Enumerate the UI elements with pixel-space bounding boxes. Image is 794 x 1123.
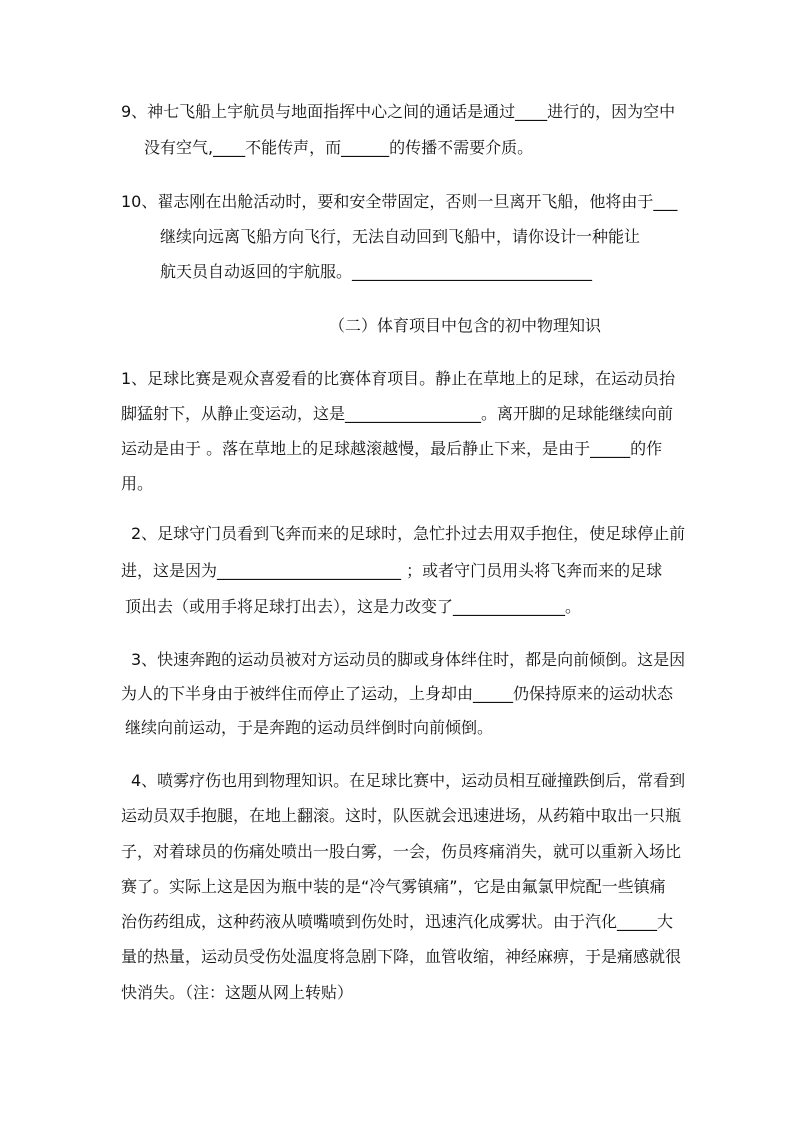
- s2-line-1: 2、足球守门员看到飞奔而来的足球时，急忙扑过去用双手抱住，使足球停止前: [131, 524, 686, 543]
- s4-line-5: 治伤药组成，这种药液从喷嘴喷到伤处时，迅速汽化成雾状。由于汽化_____大: [121, 912, 674, 931]
- q9-line-2: 没有空气,____不能传声，而______的传播不需要介质。: [144, 138, 534, 157]
- q9-line-1: 9、神七飞船上宇航员与地面指挥中心之间的通话是通过____进行的，因为空中: [121, 102, 676, 121]
- s4-line-2: 运动员双手抱腿，在地上翻滚。这时，队医就会迅速进场，从药箱中取出一只瓶: [121, 806, 682, 825]
- s4-line-4: 赛了。实际上这是因为瓶中装的是“冷气雾镇痛”，它是由氟氯甲烷配一些镇痛: [121, 877, 666, 896]
- q10-line-3: 航天员自动返回的宇航服。______________________________: [160, 262, 593, 281]
- s3-line-1: 3、快速奔跑的运动员被对方运动员的脚或身体绊住时，都是向前倾倒。这是因: [131, 650, 686, 669]
- s4-line-7: 快消失。（注：这题从网上转贴）: [121, 983, 354, 1002]
- s4-line-3: 子，对着球员的伤痛处喷出一股白雾，一会，伤员疼痛消失，就可以重新入场比: [121, 842, 682, 861]
- s4-line-1: 4、喷雾疗伤也用到物理知识。在足球比赛中，运动员相互碰撞跌倒后，常看到: [131, 771, 686, 790]
- s3-line-3: 继续向前运动，于是奔跑的运动员绊倒时向前倾倒。: [125, 718, 494, 737]
- s2-line-2: 进，这是因为_______________________ ；或者守门员用头将飞奔而来的足球: [121, 561, 663, 580]
- s3-line-2: 为人的下半身由于被绊住而停止了运动，上身却由_____仍保持原来的运动状态: [121, 684, 674, 703]
- s2-line-3: 顶出去（或用手将足球打出去），这是力改变了______________。: [125, 597, 582, 616]
- s1-line-1: 1、足球比赛是观众喜爱看的比赛体育项目。静止在草地上的足球，在运动员抬: [121, 369, 676, 388]
- s1-line-3: 运动是由于 。落在草地上的足球越滚越慢，最后静止下来，是由于_____的作: [121, 439, 663, 458]
- q10-line-2: 继续向远离飞船方向飞行，无法自动回到飞船中，请你设计一种能让: [160, 227, 641, 246]
- s4-line-6: 量的热量，运动员受伤处温度将急剧下降，血管收缩，神经麻痹，于是痛感就很: [121, 947, 682, 966]
- q10-line-1: 10、翟志刚在出舱活动时，要和安全带固定，否则一旦离开飞船，他将由于___: [121, 192, 678, 211]
- s1-line-2: 脚猛射下，从静止变运动，这是_________________。离开脚的足球能继续向前: [121, 404, 674, 423]
- section-heading: （二）体育项目中包含的初中物理知识: [329, 316, 602, 335]
- s1-line-4: 用。: [121, 474, 154, 493]
